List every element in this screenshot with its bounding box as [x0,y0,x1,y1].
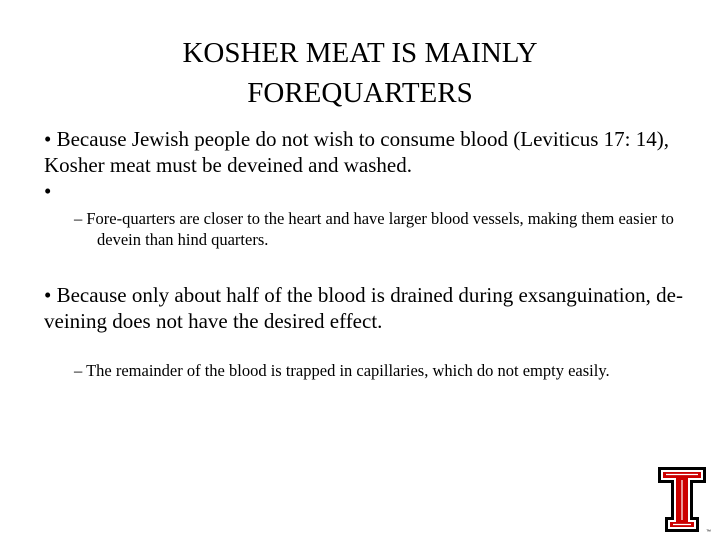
title-line-2: FOREQUARTERS [247,77,473,109]
sub-bullet-forequarters: – Fore-quarters are closer to the heart and have larger blood vessels, making them easier to devein than hind quarters. [74,209,674,249]
sub-bullet-capillaries: – The remainder of the blood is trapped in capillaries, which do not empty easily. [74,361,610,380]
bullet-blood-leviticus: • Because Jewish people do not wish to consume blood (Leviticus 17: 14), Kosher meat must be deveined and washed. [44,127,669,177]
title-line-1: KOSHER MEAT IS MAINLY [182,37,538,69]
slide-title [0,33,720,113]
bullet-empty: • [44,179,52,203]
bullet-exsanguination: • Because only about half of the blood is drained during exsanguination, de-veining does not have the desired effect. [44,283,683,333]
trademark-symbol: ™ [706,529,711,534]
double-t-logo-icon [657,466,713,534]
